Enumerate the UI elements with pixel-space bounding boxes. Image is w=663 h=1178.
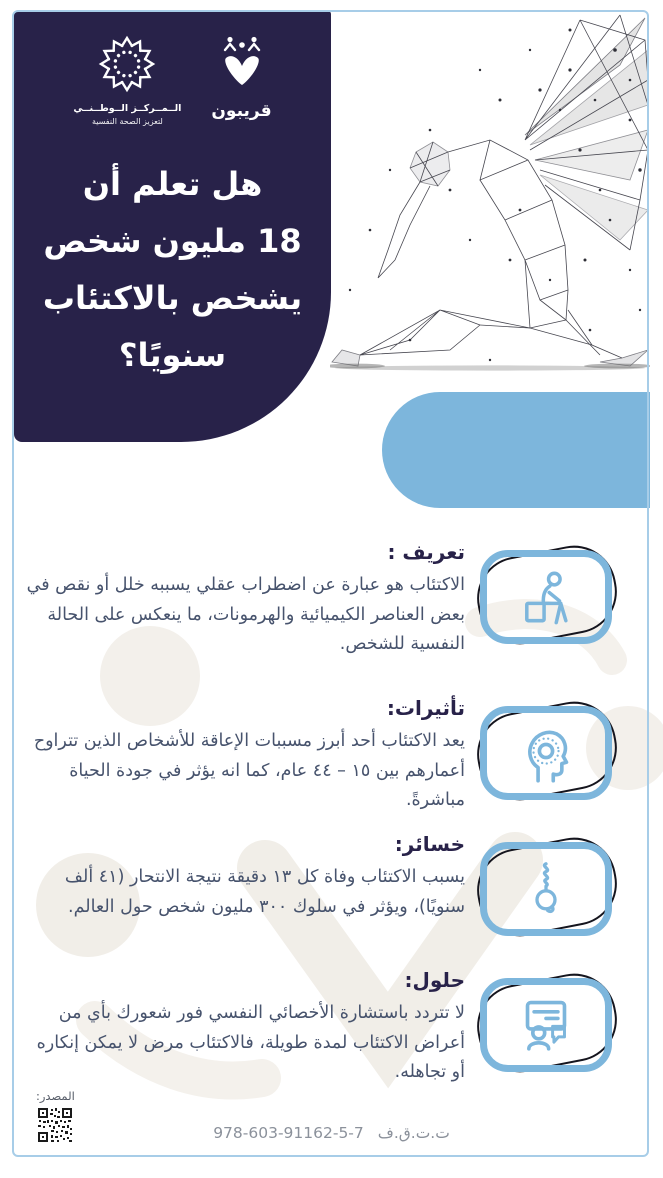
noose-icon xyxy=(480,842,612,936)
hero-panel xyxy=(14,11,331,442)
effects-badge xyxy=(471,694,623,816)
section-losses xyxy=(26,830,623,940)
isbn-label: ت.ت.ق.ف xyxy=(377,1124,450,1142)
effects-title: تأثيرات: xyxy=(386,696,465,720)
headline-line-3: يشخص بالاكتئاب xyxy=(42,279,303,317)
section-definition xyxy=(26,538,623,660)
definition-body: الاكتئاب هو عبارة عن اضطراب عقلي يسببه خلل أو نقص في بعض العناصر الكيميائية والهرمونات، ما ينعكس على الحالة النفسية للشخص. xyxy=(26,575,465,654)
qareebon-logo-icon xyxy=(213,33,271,91)
headline-line-4: سنويًا؟ xyxy=(118,336,227,374)
headline-line-1: هل تعلم أن xyxy=(82,165,263,203)
effects-body: يعد الاكتئاب أحد أبرز مسببات الإعاقة للأشخاص الذين تتراوح أعمارهم بين ١٥ – ٤٤ عام، كما انه يؤثر في جودة الحياة مباشرةً. xyxy=(33,731,465,810)
qareebon-logo-label: قريبون xyxy=(211,101,272,121)
section-effects xyxy=(26,694,623,816)
national-center-logo-line2: لتعزيز الصحة النفسية xyxy=(91,117,163,126)
definition-badge xyxy=(471,538,623,660)
solutions-body: لا تتردد باستشارة الأخصائي النفسي فور شعورك بأي من أعراض الاكتئاب لمدة طويلة، فالاكتئاب مرض لا يمكن إنكاره أو تجاهله. xyxy=(36,1003,465,1082)
losses-body: يسبب الاكتئاب وفاة كل ١٣ دقيقة نتيجة الانتحار (٤١ ألف سنويًا)، ويؤثر في سلوك ٣٠٠ مليون شخص حول العالم. xyxy=(64,867,465,917)
person-sitting-icon xyxy=(480,550,612,644)
head-mind-icon xyxy=(480,706,612,800)
wireframe-figure-illustration xyxy=(330,10,650,375)
headline xyxy=(14,156,331,384)
blue-capsule-shape xyxy=(382,392,650,508)
source-label: المصدر: xyxy=(36,1089,75,1103)
losses-title: خسائر: xyxy=(394,832,465,856)
isbn-row xyxy=(0,1124,663,1142)
isbn-number: 978-603-91162-5-7 xyxy=(213,1124,364,1142)
national-center-logo xyxy=(73,33,181,126)
losses-badge xyxy=(471,830,623,940)
headline-line-2: 18 مليون شخص xyxy=(43,222,302,260)
solutions-title: حلول: xyxy=(404,968,465,992)
definition-title: تعريف : xyxy=(387,540,465,564)
section-solutions xyxy=(26,966,623,1088)
solutions-badge xyxy=(471,966,623,1088)
national-center-logo-line1: الــمــركــز الــوطــنــي xyxy=(73,103,182,114)
qareebon-logo xyxy=(211,33,271,121)
starburst-logo-icon xyxy=(96,33,158,95)
logo-row xyxy=(14,11,331,126)
counseling-icon xyxy=(480,978,612,1072)
